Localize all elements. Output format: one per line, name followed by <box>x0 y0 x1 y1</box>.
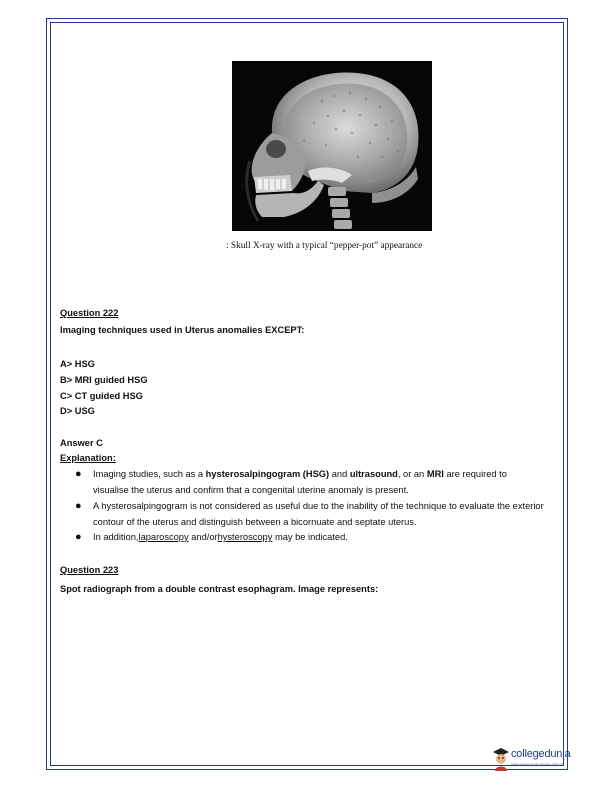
bullet-dot-icon: ● <box>75 531 82 543</box>
brand-name: collegedunia <box>511 748 571 760</box>
option-d: D> USG <box>60 406 95 416</box>
explanation-heading: Explanation: <box>60 453 116 463</box>
question-222-prompt: Imaging techniques used in Uterus anomalies EXCEPT: <box>60 325 305 335</box>
term-ultrasound: ultrasound <box>349 469 398 479</box>
bullet-3-part: may be indicated. <box>272 532 348 542</box>
bullet-2-text: A hysterosalpingogram is not considered as useful due to the inability of the technique to evaluate the exterior contour of the uterus and distinguish between a bicornuate and septate uterus. <box>93 501 544 527</box>
figure-caption: : Skull X-ray with a typical “pepper-pot” appearance <box>226 241 423 251</box>
term-hsg: hysterosalpingogram (HSG) <box>205 469 330 479</box>
hysteroscopy-link[interactable]: hysteroscopy <box>217 532 273 542</box>
graduate-mascot-icon <box>492 747 510 771</box>
bullet-3-part: and/or <box>188 532 218 542</box>
option-a: A> HSG <box>60 359 95 369</box>
bullet-3-part: In addition, <box>93 532 139 542</box>
option-c: C> CT guided HSG <box>60 391 143 401</box>
explanation-bullet-1 <box>75 467 545 498</box>
question-223-prompt: Spot radiograph from a double contrast esophagram. Image represents: <box>60 584 379 594</box>
answer-line: Answer C <box>60 438 103 448</box>
bullet-dot-icon: ● <box>75 468 82 480</box>
explanation-bullet-2 <box>75 499 545 530</box>
bullet-1-part: , or an <box>397 469 427 479</box>
bullet-1-part: Imaging studies, such as a <box>93 469 206 479</box>
term-mri: MRI <box>426 469 444 479</box>
explanation-bullet-3 <box>75 530 545 546</box>
skull-xray-image <box>232 61 432 231</box>
option-b: B> MRI guided HSG <box>60 375 148 385</box>
bullet-1-part: and <box>329 469 350 479</box>
question-222-heading: Question 222 <box>60 308 119 318</box>
bullet-1-text <box>93 467 545 498</box>
bullet-1-part: are required to visualise the uterus and confirm that a congenital uterine anomaly is present. <box>93 469 507 495</box>
brand-tagline: India's largest Student Review Platform <box>511 762 564 766</box>
question-223-heading: Question 223 <box>60 565 119 575</box>
bullet-dot-icon: ● <box>75 500 82 512</box>
laparoscopy-link[interactable]: laparoscopy <box>138 532 189 542</box>
skull-xray-graphic <box>232 61 432 231</box>
bullet-3-text <box>93 530 545 546</box>
collegedunia-logo <box>492 747 582 773</box>
